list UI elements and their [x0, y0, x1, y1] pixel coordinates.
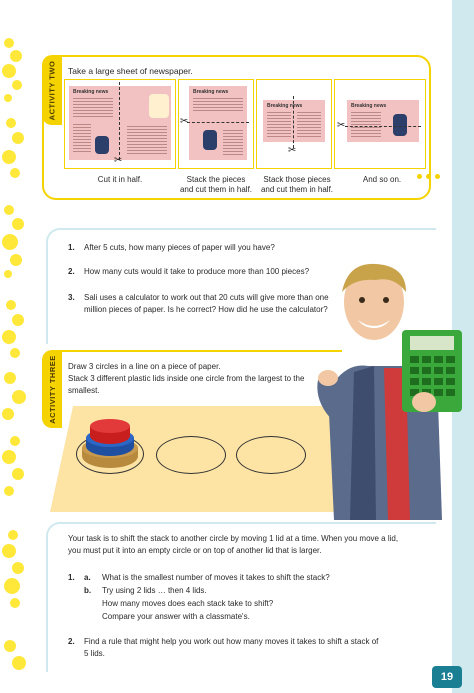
page-number: 19	[432, 666, 462, 688]
stacked-lids	[80, 418, 140, 472]
continue-dots	[417, 174, 440, 179]
activity-three-instruction-line-1: Draw 3 circles in a line on a piece of paper.	[68, 362, 221, 371]
scissors-icon: ✂	[180, 116, 189, 127]
task-question-1-number: 1.	[68, 573, 75, 582]
scissors-icon: ✂	[114, 155, 123, 166]
task-paragraph: Your task is to shift the stack to another circle by moving 1 lid at a time. When you move a lid, you must put it into an empty circle or on top of another lid that is larger.	[68, 534, 399, 555]
newspaper-headline: Breaking news	[73, 89, 109, 95]
scissors-icon: ✂	[337, 120, 346, 131]
cut-line	[345, 126, 421, 127]
caption-step-4: And so on.	[362, 175, 402, 184]
newspaper-sheet	[69, 86, 171, 160]
circle-3	[236, 436, 306, 474]
circle-2	[156, 436, 226, 474]
caption-step-3: Stack those pieces and cut them in half.	[260, 175, 334, 194]
task-question-2: Find a rule that might help you work out how many moves it takes to shift a stack of 5 lids.	[84, 637, 379, 658]
activity-three-tab-label: ACTIVITY THREE	[47, 354, 57, 424]
newspaper-headline: Breaking news	[351, 103, 387, 109]
task-question-1b: Try using 2 lids … then 4 lids.	[102, 586, 207, 595]
newspaper-step-2	[178, 79, 254, 169]
newspaper-sheet	[189, 86, 247, 160]
scissors-icon: ✂	[288, 145, 297, 156]
task-question-1a-letter: a.	[84, 573, 91, 582]
task-question-1b-letter: b.	[84, 586, 92, 595]
task-question-1b-line-3: Compare your answer with a classmate's.	[102, 612, 250, 621]
newspaper-sheet	[263, 100, 325, 142]
caption-step-2: Stack the pieces and cut them in half.	[179, 175, 253, 194]
newspaper-step-3	[256, 79, 332, 169]
newspaper-sheet	[347, 100, 419, 142]
left-dot-decoration	[0, 0, 26, 693]
cut-line	[293, 96, 294, 148]
activity-three-instruction	[68, 361, 328, 397]
newspaper-headline: Breaking news	[193, 89, 229, 95]
newspaper-step-4	[334, 79, 426, 169]
question-2: 2. How many cuts would it take to produce more than 100 pieces?	[68, 267, 310, 276]
activity-two-tab-label: ACTIVITY TWO	[47, 60, 57, 120]
activity-two-tab	[42, 55, 62, 125]
activity-two-instruction: Take a large sheet of newspaper.	[68, 66, 193, 76]
newspaper-headline: Breaking news	[267, 103, 303, 109]
question-1: 1. After 5 cuts, how many pieces of paper will you have?	[68, 243, 275, 252]
caption-step-1: Cut it in half.	[97, 175, 143, 184]
cut-line	[187, 122, 249, 123]
activity-three-instruction-line-2: Stack 3 different plastic lids inside one circle from the largest to the smallest.	[68, 374, 305, 395]
boy-with-calculator-photo	[314, 262, 466, 524]
question-3: 3. Sali uses a calculator to work out that 20 cuts will give more than one million pieces of paper. Is he correct? How did he use the calculator?	[68, 293, 329, 314]
activity-three-tab	[42, 350, 62, 428]
task-question-1a: What is the smallest number of moves it takes to shift the stack?	[102, 573, 330, 582]
newspaper-step-1	[64, 79, 176, 169]
cut-line	[119, 82, 120, 160]
task-question-2-number: 2.	[68, 637, 75, 646]
task-question-1b-line-2: How many moves does each stack take to shift?	[102, 599, 274, 608]
